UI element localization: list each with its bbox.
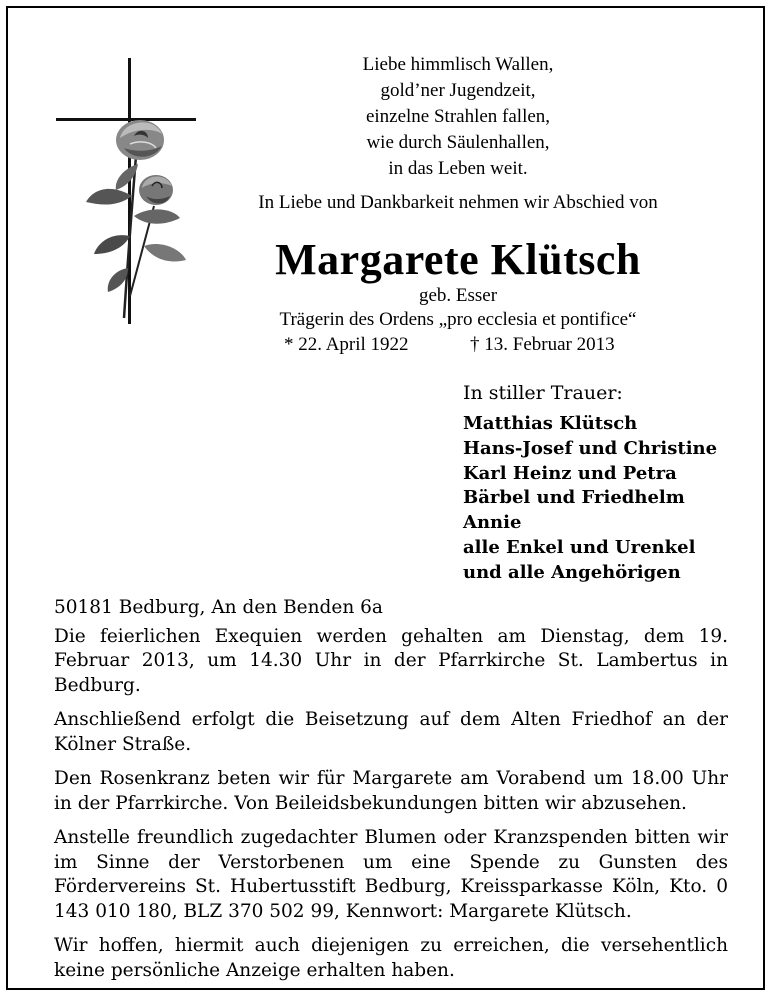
closing-paragraph: Wir hoffen, hiermit auch diejenigen zu erreichen, die versehentlich keine persönliche Anzeige erhalten haben.: [54, 935, 728, 981]
death-date: † 13. Februar 2013: [470, 334, 615, 355]
mourner-name: Matthias Klütsch: [463, 413, 638, 434]
mourner-name: und alle Angehörigen: [463, 561, 681, 583]
burial-paragraph: Anschließend erfolgt die Beisetzung auf dem Alten Friedhof an der Kölner Straße.: [54, 709, 728, 755]
papal-order: Trägerin des Ordens „pro ecclesia et pontifice“: [279, 309, 637, 330]
rosary-paragraph: Den Rosenkranz beten wir für Margarete am Vorabend um 18.00 Uhr in der Pfarrkirche. Von Beileidsbekundungen bitten wir abzusehen.: [54, 768, 728, 814]
mourning-label: In stiller Trauer:: [463, 382, 623, 404]
birth-name: geb. Esser: [418, 285, 498, 306]
poem-line: Liebe himmlisch Wallen,: [362, 54, 554, 75]
mourner-name: Hans-Josef und Christine: [463, 437, 718, 459]
mourner-name: Bärbel und Friedhelm: [463, 487, 685, 509]
poem-line: in das Leben weit.: [388, 158, 528, 179]
poem-line: wie durch Säulenhallen,: [366, 132, 550, 153]
obituary-notice: [6, 6, 765, 990]
funeral-mass-paragraph: Die feierlichen Exequien werden gehalten am Dienstag, dem 19. Februar 2013, um 14.30 Uhr in der Pfarrkirche St. Lambertus in Bedburg.: [54, 625, 728, 696]
poem-line: einzelne Strahlen fallen,: [365, 106, 551, 127]
birth-date: * 22. April 1922: [284, 334, 409, 355]
mourners-list: [463, 412, 717, 586]
family-address: 50181 Bedburg, An den Benden 6a: [54, 597, 383, 618]
donation-paragraph: Anstelle freundlich zugedachter Blumen oder Kranzspenden bitten wir im Sinne der Verstorbenen um eine Spende zu Gunsten des Fördervereins St. Hubertusstift Bedburg, Kreissparkasse Köln, Kto. 0 143 010 180, BLZ 370 502 99, Kennwort: Margarete Klütsch.: [54, 827, 728, 922]
notice-body: [54, 596, 728, 993]
farewell-intro: In Liebe und Dankbarkeit nehmen wir Abschied von: [258, 192, 658, 213]
poem: [268, 52, 648, 182]
mourner-name: alle Enkel und Urenkel: [463, 536, 696, 558]
mourner-name: Annie: [463, 512, 522, 534]
deceased-name: Margarete Klütsch: [275, 235, 641, 284]
cross-with-rose-icon: [54, 56, 204, 326]
poem-line: gold’ner Jugendzeit,: [380, 80, 536, 101]
mourner-name: Karl Heinz und Petra: [463, 462, 677, 484]
